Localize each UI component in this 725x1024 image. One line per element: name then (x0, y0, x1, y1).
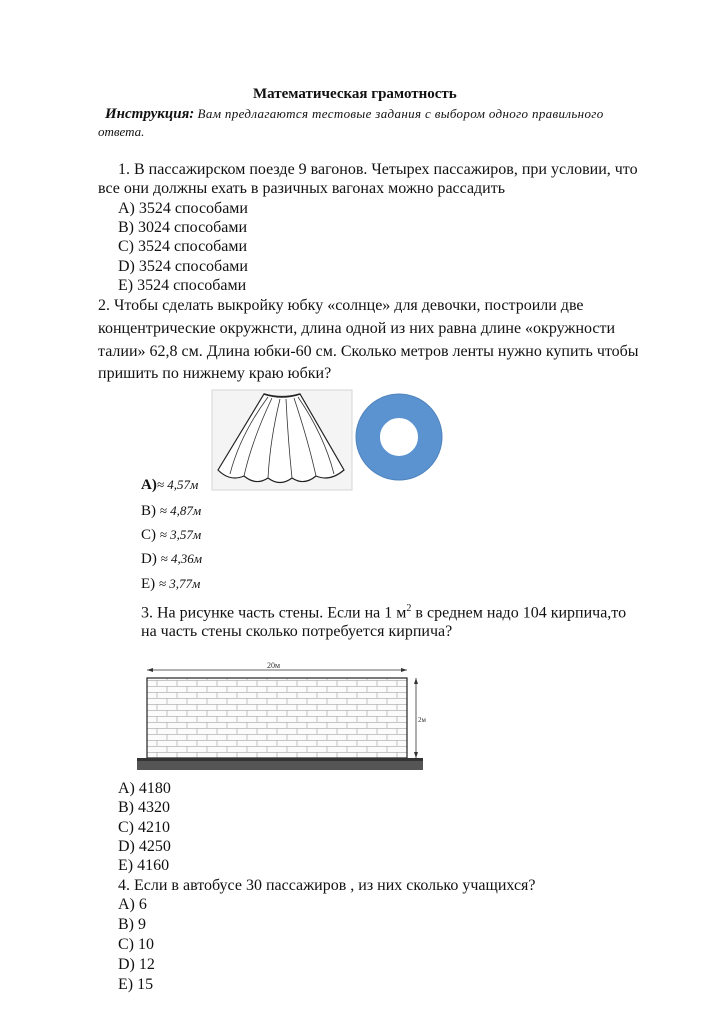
q2-option-c-value: ≈ 3,57м (159, 527, 202, 542)
q2-text-line-2: концентрические окружнсти, длина одной из них равна длине «окружности (98, 320, 616, 337)
q2-option-b-letter: B) (141, 503, 156, 519)
instruction-line-1 (105, 104, 604, 124)
q2-option-c (141, 525, 201, 545)
q3-text-part-1: 3. На рисунке часть стены. Если на 1 м (141, 604, 407, 622)
q3-text-part-2: в среднем надо 104 кирпича,то (411, 604, 627, 622)
q3-option-a: A) 4180 (118, 780, 171, 797)
q2-option-c-letter: C) (141, 527, 156, 543)
q2-option-d (141, 549, 202, 569)
q3-text-line-2: на часть стены сколько потребуется кирпича? (141, 623, 453, 640)
q3-option-d: D) 4250 (118, 838, 171, 855)
q4-option-d: D) 12 (118, 956, 155, 973)
ring-illustration (356, 393, 442, 481)
wall-width-label: 20м (267, 661, 281, 670)
instruction-line-2: ответа. (98, 124, 145, 139)
q3-text-line-1 (141, 599, 626, 622)
q4-option-a: A) 6 (118, 896, 147, 913)
q2-option-a-letter: A) (141, 477, 157, 493)
q2-option-b (141, 501, 201, 521)
q2-text-line-1: 2. Чтобы сделать выкройку юбку «солнце» для девочки, построили две (98, 297, 584, 314)
q1-text-line-2: все они должны ехать в разичных вагонах можно рассадить (98, 180, 506, 197)
q3-option-c: C) 4210 (118, 819, 170, 836)
q2-option-a-value: ≈ 4,57м (156, 477, 199, 492)
wall-height-label: 2м (418, 716, 426, 724)
instruction-label: Инструкция: (105, 106, 195, 122)
q4-option-b: B) 9 (118, 916, 146, 933)
q1-option-e: E) 3524 способами (118, 277, 247, 294)
q1-text-line-1: 1. В пассажирском поезде 9 вагонов. Четырех пассажиров, при условии, что (118, 161, 638, 178)
page-title: Математическая грамотность (253, 86, 457, 102)
q2-option-d-letter: D) (141, 551, 157, 567)
q3-superscript: 2 (406, 603, 412, 614)
q2-text-line-3: талии» 62,8 см. Длина юбки-60 см. Сколько метров ленты нужно купить чтобы (98, 343, 639, 360)
q2-option-d-value: ≈ 4,36м (160, 551, 203, 566)
q3-option-e: E) 4160 (118, 857, 170, 874)
q4-option-e: E) 15 (118, 976, 154, 993)
q4-option-c: C) 10 (118, 936, 154, 953)
q2-option-a (141, 475, 198, 495)
q4-text-line-1: 4. Если в автобусе 30 пассажиров , из них сколько учащихся? (118, 877, 536, 894)
brick-wall-illustration (137, 661, 426, 782)
q2-option-e-letter: E) (141, 576, 156, 592)
skirt-illustration (212, 390, 352, 490)
q2-option-e (141, 574, 200, 594)
q1-option-d: D) 3524 способами (118, 258, 248, 275)
instruction-text: Вам предлагаются тестовые задания с выбором одного правильного (197, 106, 604, 121)
q2-text-line-4: пришить по нижнему краю юбки? (98, 365, 332, 382)
q2-option-e-value: ≈ 3,77м (158, 576, 201, 591)
q1-option-b: B) 3024 способами (118, 219, 248, 236)
q2-option-b-value: ≈ 4,87м (159, 503, 202, 518)
q3-option-b: B) 4320 (118, 799, 170, 816)
q1-option-a: A) 3524 способами (118, 200, 248, 217)
q1-option-c: C) 3524 способами (118, 238, 248, 255)
